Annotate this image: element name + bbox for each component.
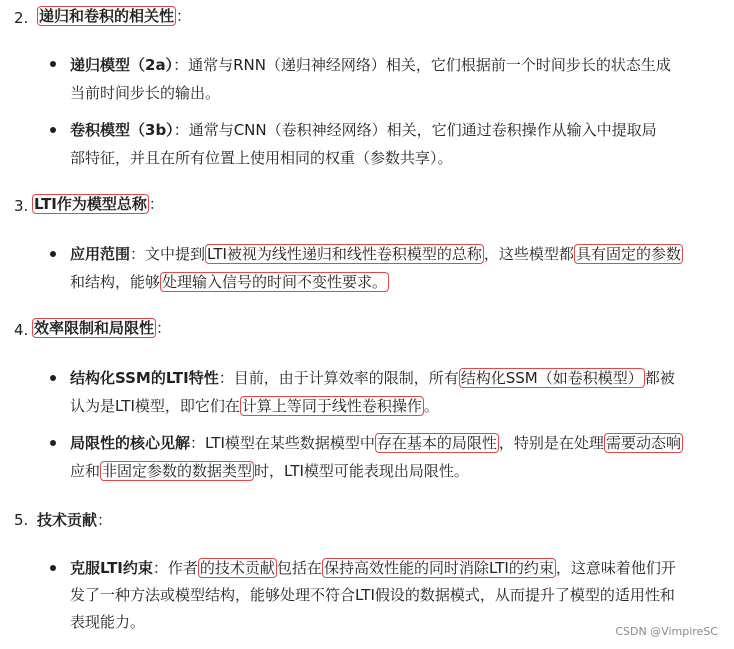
list-item-convolution-line2: 部特征，并且在所有位置上使用相同的权重（参数共享）。: [70, 149, 453, 167]
list-item-text: 时，LTI模型可能表现出局限性。: [254, 462, 469, 480]
list-item-convolution-line1: [70, 120, 657, 140]
list-item-text: ：通常与RNN（递归神经网络）相关，它们根据前一个时间步长的状态生成: [173, 56, 671, 74]
watermark: CSDN @VimpireSC: [615, 625, 718, 638]
section-2-colon: ：: [176, 7, 192, 25]
list-item-text: 和结构，能够: [70, 273, 161, 291]
bullet-icon: [50, 127, 56, 133]
bullet-icon: [50, 565, 56, 571]
section-4-heading: [32, 318, 171, 338]
bullet-icon: [50, 61, 56, 67]
list-item-text: 。: [423, 397, 439, 415]
list-item-contribution-line2: 发了一种方法或模型结构，能够处理不符合LTI假设的数据模式，从而提升了模型的适用性和: [70, 586, 675, 604]
section-3-heading: [32, 194, 164, 214]
highlight-box: 计算上等同于线性卷积操作: [241, 397, 422, 415]
highlight-box: 存在基本的局限性: [376, 434, 497, 452]
section-3-colon: ：: [148, 195, 164, 213]
section-2-number: 2.: [14, 9, 29, 27]
section-5-heading: [37, 510, 112, 530]
list-item-text: ，特别是在处理: [498, 434, 604, 452]
list-item-ssm-line2: [70, 396, 439, 416]
section-3-title: LTI作为模型总称: [34, 195, 147, 213]
section-2-heading: [37, 6, 191, 26]
list-item-scope-line2: [70, 272, 389, 292]
list-item-text: 包括在: [276, 559, 322, 577]
highlight-box: 结构化SSM（如卷积模型）: [460, 369, 643, 387]
list-item-text: ：文中提到: [130, 245, 206, 263]
list-item-recursive-line2: 当前时间步长的输出。: [70, 84, 221, 102]
list-item-text: 应和: [70, 462, 101, 480]
section-4-title: 效率限制和局限性: [34, 319, 155, 337]
list-item-label: 递归模型（2a）: [70, 56, 174, 74]
highlight-box: 的技术贡献: [199, 559, 275, 577]
highlight-box: LTI被视为线性递归和线性卷积模型的总称: [207, 245, 482, 263]
section-2-title: 递归和卷积的相关性: [39, 7, 175, 25]
list-item-text: ，这些模型都: [483, 245, 574, 263]
list-item-label: 卷积模型（3b）: [70, 121, 174, 139]
highlight-box: 具有固定的参数: [575, 245, 681, 263]
list-item-text: 都被: [644, 369, 675, 387]
section-5-colon: ：: [97, 511, 113, 529]
list-item-label: 应用范围: [70, 245, 131, 263]
section-5-title: 技术贡献: [37, 511, 98, 529]
list-item-label: 局限性的核心见解: [70, 434, 191, 452]
list-item-ssm-line1: [70, 368, 675, 388]
highlight-box: 保持高效性能的同时消除LTI的约束: [323, 559, 554, 577]
list-item-text: 认为是LTI模型，即它们在: [70, 397, 240, 415]
bullet-icon: [50, 251, 56, 257]
section-3-number: 3.: [14, 197, 29, 215]
section-4-colon: ：: [156, 319, 172, 337]
section-5-number: 5.: [14, 511, 29, 529]
list-item-contribution-line1: [70, 558, 676, 578]
highlight-box: 处理输入信号的时间不变性要求。: [162, 273, 388, 291]
section-4-number: 4.: [14, 321, 29, 339]
bullet-icon: [50, 440, 56, 446]
list-item-contribution-line3: 表现能力。: [70, 613, 146, 631]
list-item-label: 结构化SSM的LTI特性: [70, 369, 219, 387]
list-item-text: ：通常与CNN（卷积神经网络）相关，它们通过卷积操作从输入中提取局: [173, 121, 657, 139]
list-item-limit-line2: [70, 461, 469, 481]
list-item-recursive-line1: [70, 55, 671, 75]
list-item-text: ：LTI模型在某些数据模型中: [190, 434, 375, 452]
list-item-text: ：目前，由于计算效率的限制，所有: [218, 369, 459, 387]
list-item-label: 克服LTI约束: [70, 559, 153, 577]
list-item-limit-line1: [70, 433, 683, 453]
bullet-icon: [50, 375, 56, 381]
highlight-box: 需要动态响: [605, 434, 681, 452]
highlight-box: 非固定参数的数据类型: [102, 462, 253, 480]
list-item-scope-line1: [70, 244, 683, 264]
list-item-text: ，这意味着他们开: [555, 559, 676, 577]
list-item-text: ：作者: [152, 559, 198, 577]
